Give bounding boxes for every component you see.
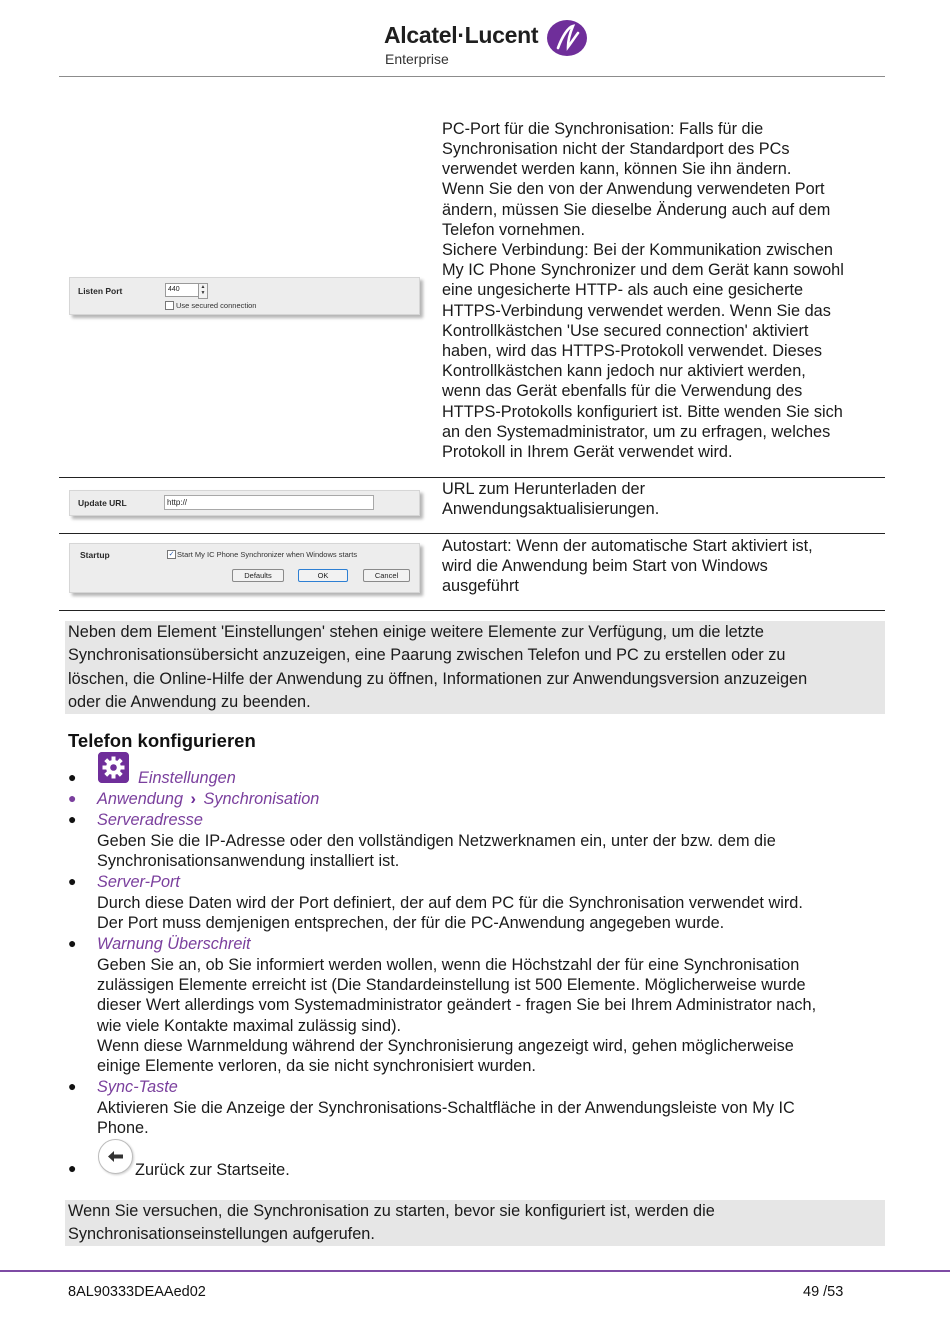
alcatel-lucent-logo-icon (546, 19, 588, 57)
update-url-screenshot (69, 490, 420, 516)
section-title: Telefon konfigurieren (68, 730, 256, 751)
bullet-icon: ● (68, 873, 77, 889)
setting-title: Warnung Überschreit (97, 935, 251, 953)
text-line: Wenn Sie den von der Anwendung verwendeten Port (442, 180, 825, 198)
text-line: ausgeführt (442, 577, 519, 595)
setting-text: Phone. (97, 1119, 149, 1137)
page-header (0, 0, 950, 78)
footer-divider (0, 1270, 950, 1272)
menu-path-synchronisation: Synchronisation (203, 790, 320, 808)
note-line: oder die Anwendung zu beenden. (68, 692, 311, 711)
setting-text: einige Elemente verloren, da sie nicht synchronisiert wurden. (97, 1057, 536, 1075)
text-line: HTTPS-Protokolls konfiguriert ist. Bitte wenden Sie sich (442, 403, 843, 421)
bullet-icon: ● (68, 769, 77, 785)
chevron-right-icon: › (190, 790, 196, 808)
menu-path (97, 789, 319, 809)
bullet-icon: ● (68, 790, 77, 806)
info-note (65, 1200, 885, 1246)
setting-text: Der Port muss demjenigen entsprechen, der für die PC-Anwendung angegeben wurde. (97, 914, 725, 932)
text-line: URL zum Herunterladen der (442, 480, 646, 498)
note-line: Neben dem Element 'Einstellungen' stehen einige weitere Elemente zur Verfügung, um die letzte (68, 623, 764, 641)
table-divider (59, 477, 885, 478)
info-note (65, 621, 885, 714)
text-line: Kontrollkästchen kann jedoch nur aktiviert werden, (442, 362, 806, 380)
document-reference: 8AL90333DEAAed02 (68, 1284, 206, 1300)
back-label: Zurück zur Startseite. (135, 1161, 290, 1179)
text-line: wird die Anwendung beim Start von Windows (442, 557, 768, 575)
setting-text: zulässigen Elemente erreicht ist (Die Standardeinstellung ist 500 Elemente. Möglicherweise wurde (97, 976, 806, 994)
header-divider (59, 76, 885, 77)
bullet-icon: ● (68, 811, 77, 827)
text-line: wenn das Gerät ebenfalls für die Verwendung des (442, 382, 803, 400)
listen-port-field: 440 (165, 283, 207, 297)
startup-label: Startup (80, 550, 110, 560)
setting-text: Durch diese Daten wird der Port definiert, der auf dem PC für die Synchronisation verwendet wird. (97, 894, 803, 912)
text-line: haben, wird das HTTPS-Protokoll verwendet. Dieses (442, 342, 823, 360)
setting-title: Serveradresse (97, 811, 203, 829)
text-line: ändern, müssen Sie dieselbe Änderung auch auf dem (442, 201, 831, 219)
settings-label: Einstellungen (138, 769, 236, 787)
bullet-icon: ● (68, 1078, 77, 1094)
setting-title: Sync-Taste (97, 1078, 178, 1096)
ok-button: OK (298, 569, 348, 582)
text-line: Sichere Verbindung: Bei der Kommunikation zwischen (442, 241, 833, 259)
setting-text: wie viele Kontakte maximal zulässig sind). (97, 1017, 402, 1035)
autostart-label: Start My IC Phone Synchronizer when Windows starts (177, 550, 358, 559)
note-line: löschen, die Online-Hilfe der Anwendung zu öffnen, Informationen zur Anwendungsversion anzuzeigen (68, 669, 808, 688)
startup-screenshot (69, 543, 420, 593)
listen-port-screenshot (69, 277, 420, 315)
note-line: Synchronisationsübersicht anzuzeigen, eine Paarung zwischen Telefon und PC zu erstellen oder zu (68, 646, 786, 665)
brand-name: Alcatel·Lucent (384, 22, 539, 48)
text-line: Protokoll in Ihrem Gerät verwendet wird. (442, 443, 733, 461)
text-line: Telefon vornehmen. (442, 221, 586, 239)
bullet-icon: ● (68, 935, 77, 951)
setting-title: Server-Port (97, 873, 180, 891)
brand-subtitle: Enterprise (385, 51, 449, 67)
bullet-icon: ● (68, 1160, 77, 1176)
setting-text: Wenn diese Warnmeldung während der Synchronisierung angezeigt wird, gehen möglicherweise (97, 1037, 794, 1055)
setting-text: dieser Wert allerdings vom Systemadministrator geändert - fragen Sie bei Ihrem Administrator nach, (97, 996, 817, 1014)
text-line: verwendet werden kann, können Sie ihn ändern. (442, 160, 792, 178)
autostart-checkbox: ✓ (168, 551, 175, 558)
note-line: Wenn Sie versuchen, die Synchronisation zu starten, bevor sie konfiguriert ist, werden die (68, 1202, 715, 1220)
listen-port-label: Listen Port (78, 286, 123, 296)
setting-text: Geben Sie die IP-Adresse oder den vollständigen Netzwerknamen ein, unter der bzw. dem die (97, 832, 776, 850)
text-line: PC-Port für die Synchronisation: Falls für die (442, 120, 764, 138)
text-line: My IC Phone Synchronizer und dem Gerät kann sowohl (442, 261, 844, 279)
settings-gear-icon (98, 752, 129, 783)
text-line: Kontrollkästchen 'Use secured connection' aktiviert (442, 322, 809, 340)
defaults-button: Defaults (232, 569, 284, 582)
note-line: Synchronisationseinstellungen aufgerufen. (68, 1225, 375, 1244)
text-line: eine ungesicherte HTTP- als auch eine gesicherte (442, 281, 804, 299)
text-line: Synchronisation nicht der Standardport des PCs (442, 140, 790, 158)
text-line: Autostart: Wenn der automatische Start aktiviert ist, (442, 537, 813, 555)
update-url-label: Update URL (78, 498, 127, 508)
table-divider (59, 610, 885, 611)
setting-text: Synchronisationsanwendung installiert ist. (97, 852, 400, 870)
text-line: an den Systemadministrator, um zu erfragen, welches (442, 423, 831, 441)
secured-connection-label: Use secured connection (176, 301, 257, 310)
update-url-field: http:// (164, 495, 374, 510)
setting-text: Aktivieren Sie die Anzeige der Synchronisations-Schaltfläche in der Anwendungsleiste von My IC (97, 1099, 795, 1117)
text-line: HTTPS-Verbindung verwendet werden. Wenn Sie das (442, 302, 831, 320)
setting-text: Geben Sie an, ob Sie informiert werden wollen, wenn die Höchstzahl der für eine Synchronisation (97, 956, 800, 974)
text-line: Anwendungsaktualisierungen. (442, 500, 660, 518)
table-divider (59, 533, 885, 534)
secured-connection-checkbox (165, 301, 174, 310)
spinner-arrows-icon: ▲ ▼ (198, 283, 208, 299)
page-number: 49 /53 (803, 1284, 844, 1300)
menu-path-application: Anwendung (97, 790, 184, 808)
cancel-button: Cancel (363, 569, 410, 582)
back-arrow-icon (98, 1139, 133, 1174)
